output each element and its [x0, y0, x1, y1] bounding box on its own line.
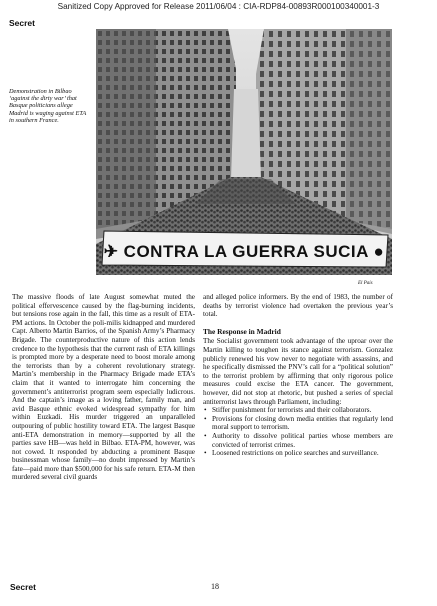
list-item: • Loosened restrictions on police searches and surveillance. — [203, 449, 393, 458]
list-item: • Stiffer punishment for terrorists and their collaborators. — [203, 406, 393, 415]
classification-footer: Secret — [10, 582, 36, 592]
measures-list — [203, 406, 393, 458]
continuation-paragraph: and alleged police informers. By the end of 1983, the number of deaths by terrorist violence had overtaken the previous year’s total. — [203, 293, 393, 319]
list-item: • Provisions for closing down media entities that regularly lend moral support to terrorism. — [203, 415, 393, 432]
figure-caption: Demonstration in Bilbao ‘against the dirty war’ that Basque politicians allege Madrid is waging against ETA in southern France. — [9, 88, 87, 124]
body-paragraph: The Socialist government took advantage of the uproar over the Martin killing to toughen its stance against terrorism. Gonzalez publicly renewed his vow never to negotiate with assassins, and he specifically dismissed the PNV’s call for a “political solution” to the terrorist problem by affirming that only rigorous police measures could excise the ETA cancer. The government, however, did not stop at rhetoric, but pushed a series of special antiterrorist laws through Parliament, including: — [203, 337, 393, 406]
list-item: • Authority to dissolve political parties whose members are convicted of terrorist crimes. — [203, 432, 393, 449]
street-scene-image — [96, 29, 392, 275]
left-column — [12, 293, 195, 482]
right-column — [203, 293, 393, 458]
body-paragraph: The massive floods of late August somewhat muted the political effervescence caused by the flag-burning incidents, but tensions rose again in the fall, this time as a result of ETA-PM actions. In October the poli-milis kidnapped and murdered Capt. Alberto Martin Barrios, of the Spanish Army’s Pharmacy Brigade. The counterproductive nature of this action lends credence to the hypothesis that the current rash of ETA killings is prompted more by a desperate need to boost morale among the terrorists than by a coherent revolutionary strategy. Martin’s membership in the Pharmacy Brigade made ETA’s claim that it wanted to interrogate him concerning the government’s antiterrorist program seem especially ludicrous. And the captain’s image as a loving father, family man, and avid Basque ethnic evoked widespread sympathy for him within Euzkadi. His murder triggered an unparalleled outpouring of public hostility toward ETA. The largest Basque anti-ETA demonstration in memory—supported by all the parties save HB—was held in Bilbao. ETA-PM, however, was not cowed. It responded by abducting a prominent Basque businessman whose family—no doubt impressed by Martin’s fate—paid more than $500,000 for his safe return. ETA-M then murdered several civil guards — [12, 293, 195, 482]
classification-header: Secret — [9, 18, 35, 28]
section-heading: The Response in Madrid — [203, 326, 281, 336]
release-stamp: Sanitized Copy Approved for Release 2011/06/04 : CIA-RDP84-00893R000100340001-3 — [57, 2, 380, 11]
banner-slogan: ✈ CONTRA LA GUERRA SUCIA ● — [103, 242, 385, 261]
demonstration-photo — [96, 29, 392, 275]
photo-credit: El Pais — [358, 281, 373, 286]
page-number: 18 — [211, 582, 219, 591]
